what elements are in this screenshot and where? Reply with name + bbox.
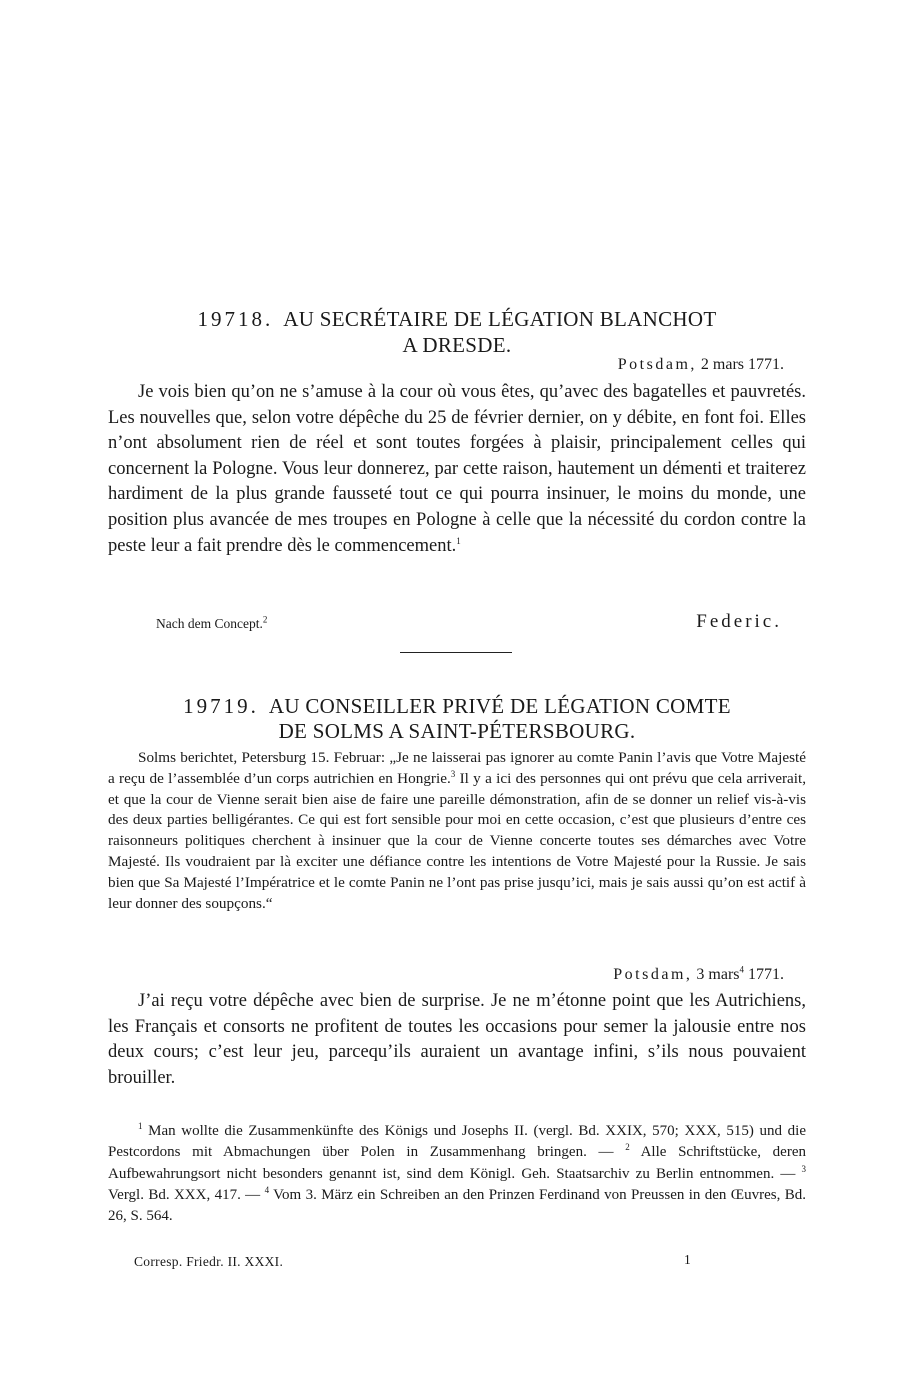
- dateline-19718: [618, 356, 784, 374]
- separator-rule: [400, 652, 512, 653]
- footnote-3: Vergl. Bd. XXX, 417. —: [108, 1186, 265, 1203]
- footnote-ref: 4: [739, 964, 744, 975]
- letter-title-line2: DE SOLMS A SAINT-PÉTERSBOURG.: [278, 719, 636, 743]
- dateline-date: 3 mars: [696, 966, 740, 983]
- footnote-marker: 4: [264, 1184, 270, 1195]
- dateline-19719: [613, 966, 784, 984]
- letter-heading-19718-line2: [108, 332, 806, 358]
- footnote-ref: 1: [456, 535, 461, 546]
- source-note: [156, 616, 267, 632]
- footnote-1: Man wollte die Zusammenkünfte des Königs und Josephs II. (vergl. Bd. XXIX, 570; XXX, 515) und die Pestcordons mit Abmachungen über Polen in Zusammenhang bringen. —: [108, 1123, 806, 1161]
- letter-title-line1: AU CONSEILLER PRIVÉ DE LÉGATION COMTE: [268, 694, 731, 718]
- footnote-marker: 2: [625, 1142, 630, 1153]
- footnote-marker: 1: [138, 1121, 143, 1131]
- letter-heading-19718: [108, 306, 806, 332]
- dateline-place: Potsdam,: [617, 356, 697, 373]
- source-note-text: Nach dem Concept.: [156, 616, 263, 631]
- dateline-date: 2 mars 1771.: [700, 356, 784, 373]
- footnote-2: Alle Schriftstücke, deren Aufbewahrungsort nicht besonders genannt ist, sind dem Königl. Geh. Staatsarchiv zu Berlin entnommen. —: [108, 1144, 806, 1182]
- letter-number: 19718.: [197, 307, 274, 331]
- footer-collection: Corresp. Friedr. II. XXXI.: [134, 1254, 284, 1269]
- letter-body-19718: [108, 380, 806, 559]
- letter-body-19719: [108, 989, 806, 1091]
- footnote-4: Vom 3. März ein Schreiben an den Prinzen Ferdinand von Preussen in den Œuvres, Bd. 26, S. 564.: [108, 1186, 806, 1225]
- footnote-ref: 2: [262, 614, 268, 625]
- document-page: [108, 0, 806, 1392]
- letter-number: 19719.: [183, 694, 259, 718]
- letter-title-line1: AU SECRÉTAIRE DE LÉGATION BLANCHOT: [283, 307, 717, 331]
- letter-heading-19719: [108, 693, 806, 719]
- footer-signature-mark: 1: [684, 1252, 691, 1267]
- letter-body-text: Je vois bien qu’on ne s’amuse à la cour où vous êtes, qu’avec des bagatelles et pauvretés. Les nouvelles que, selon votre dépêche du 25 de février dernier, on y débite, en font foi. Elles n’ont absolument rien de réel et sont toutes forgées à plaisir, principalement celles qui concernent la Pologne. Vous leur donnerez, par cette raison, hautement un démenti et traiterez hardiment de la plus grande fausseté tout ce qui pourra insinuer, le moins du monde, une position plus avancée de mes troupes en Pologne à celle que la nécessité du cordon contre la peste leur a fait prendre dès le commencement.: [108, 382, 806, 556]
- summary-text: Solms berichtet, Petersburg 15. Februar: „Je ne laisserai pas ignorer au comte Panin l’avis que Votre Majesté a reçu de l’assemblée d’un corps autrichien en Hongrie.: [108, 749, 806, 787]
- summary-text-continued: Il y a ici des personnes qui ont prévu que cela arriverait, et que la cour de Vienne serait bien aise de faire une pareille démonstration, afin de se donner un relief vis-à-vis des deux parties belligérantes. Ce qui est fort sensible pour moi en cette occasion, c’est que plusieurs d’entre ces raisonneurs politiques cherchent à insinuer que la cour de Vienne concerte toutes ses démarches avec Votre Majesté. Ils voudraient par là exciter une défiance contre les intentions de Votre Majesté pour la Russie. Je sais bien que Sa Majesté l’Impératrice et le comte Panin ne l’ont pas prise jusqu’ici, mais je sais aussi qu’on est actif à leur donner des soupçons.“: [108, 769, 806, 912]
- letter-title-line2: A DRESDE.: [402, 333, 512, 357]
- report-summary: [108, 748, 806, 914]
- letter-body-text: J’ai reçu votre dépêche avec bien de surprise. Je ne m’étonne point que les Autrichiens, les Français et consorts ne profitent de toutes les occasions pour semer la jalousie entre nos deux cours; c’est leur jeu, parcequ’ils auraient un avantage infini, s’ils nous pouvaient brouiller.: [108, 991, 806, 1088]
- footnote-marker: 3: [801, 1163, 806, 1174]
- dateline-year: 1771.: [744, 966, 784, 983]
- signature: Federic.: [696, 611, 782, 632]
- letter-heading-19719-line2: [108, 718, 806, 744]
- dateline-place: Potsdam,: [613, 966, 693, 983]
- footnotes: [108, 1121, 806, 1227]
- footnote-ref: 3: [450, 768, 456, 779]
